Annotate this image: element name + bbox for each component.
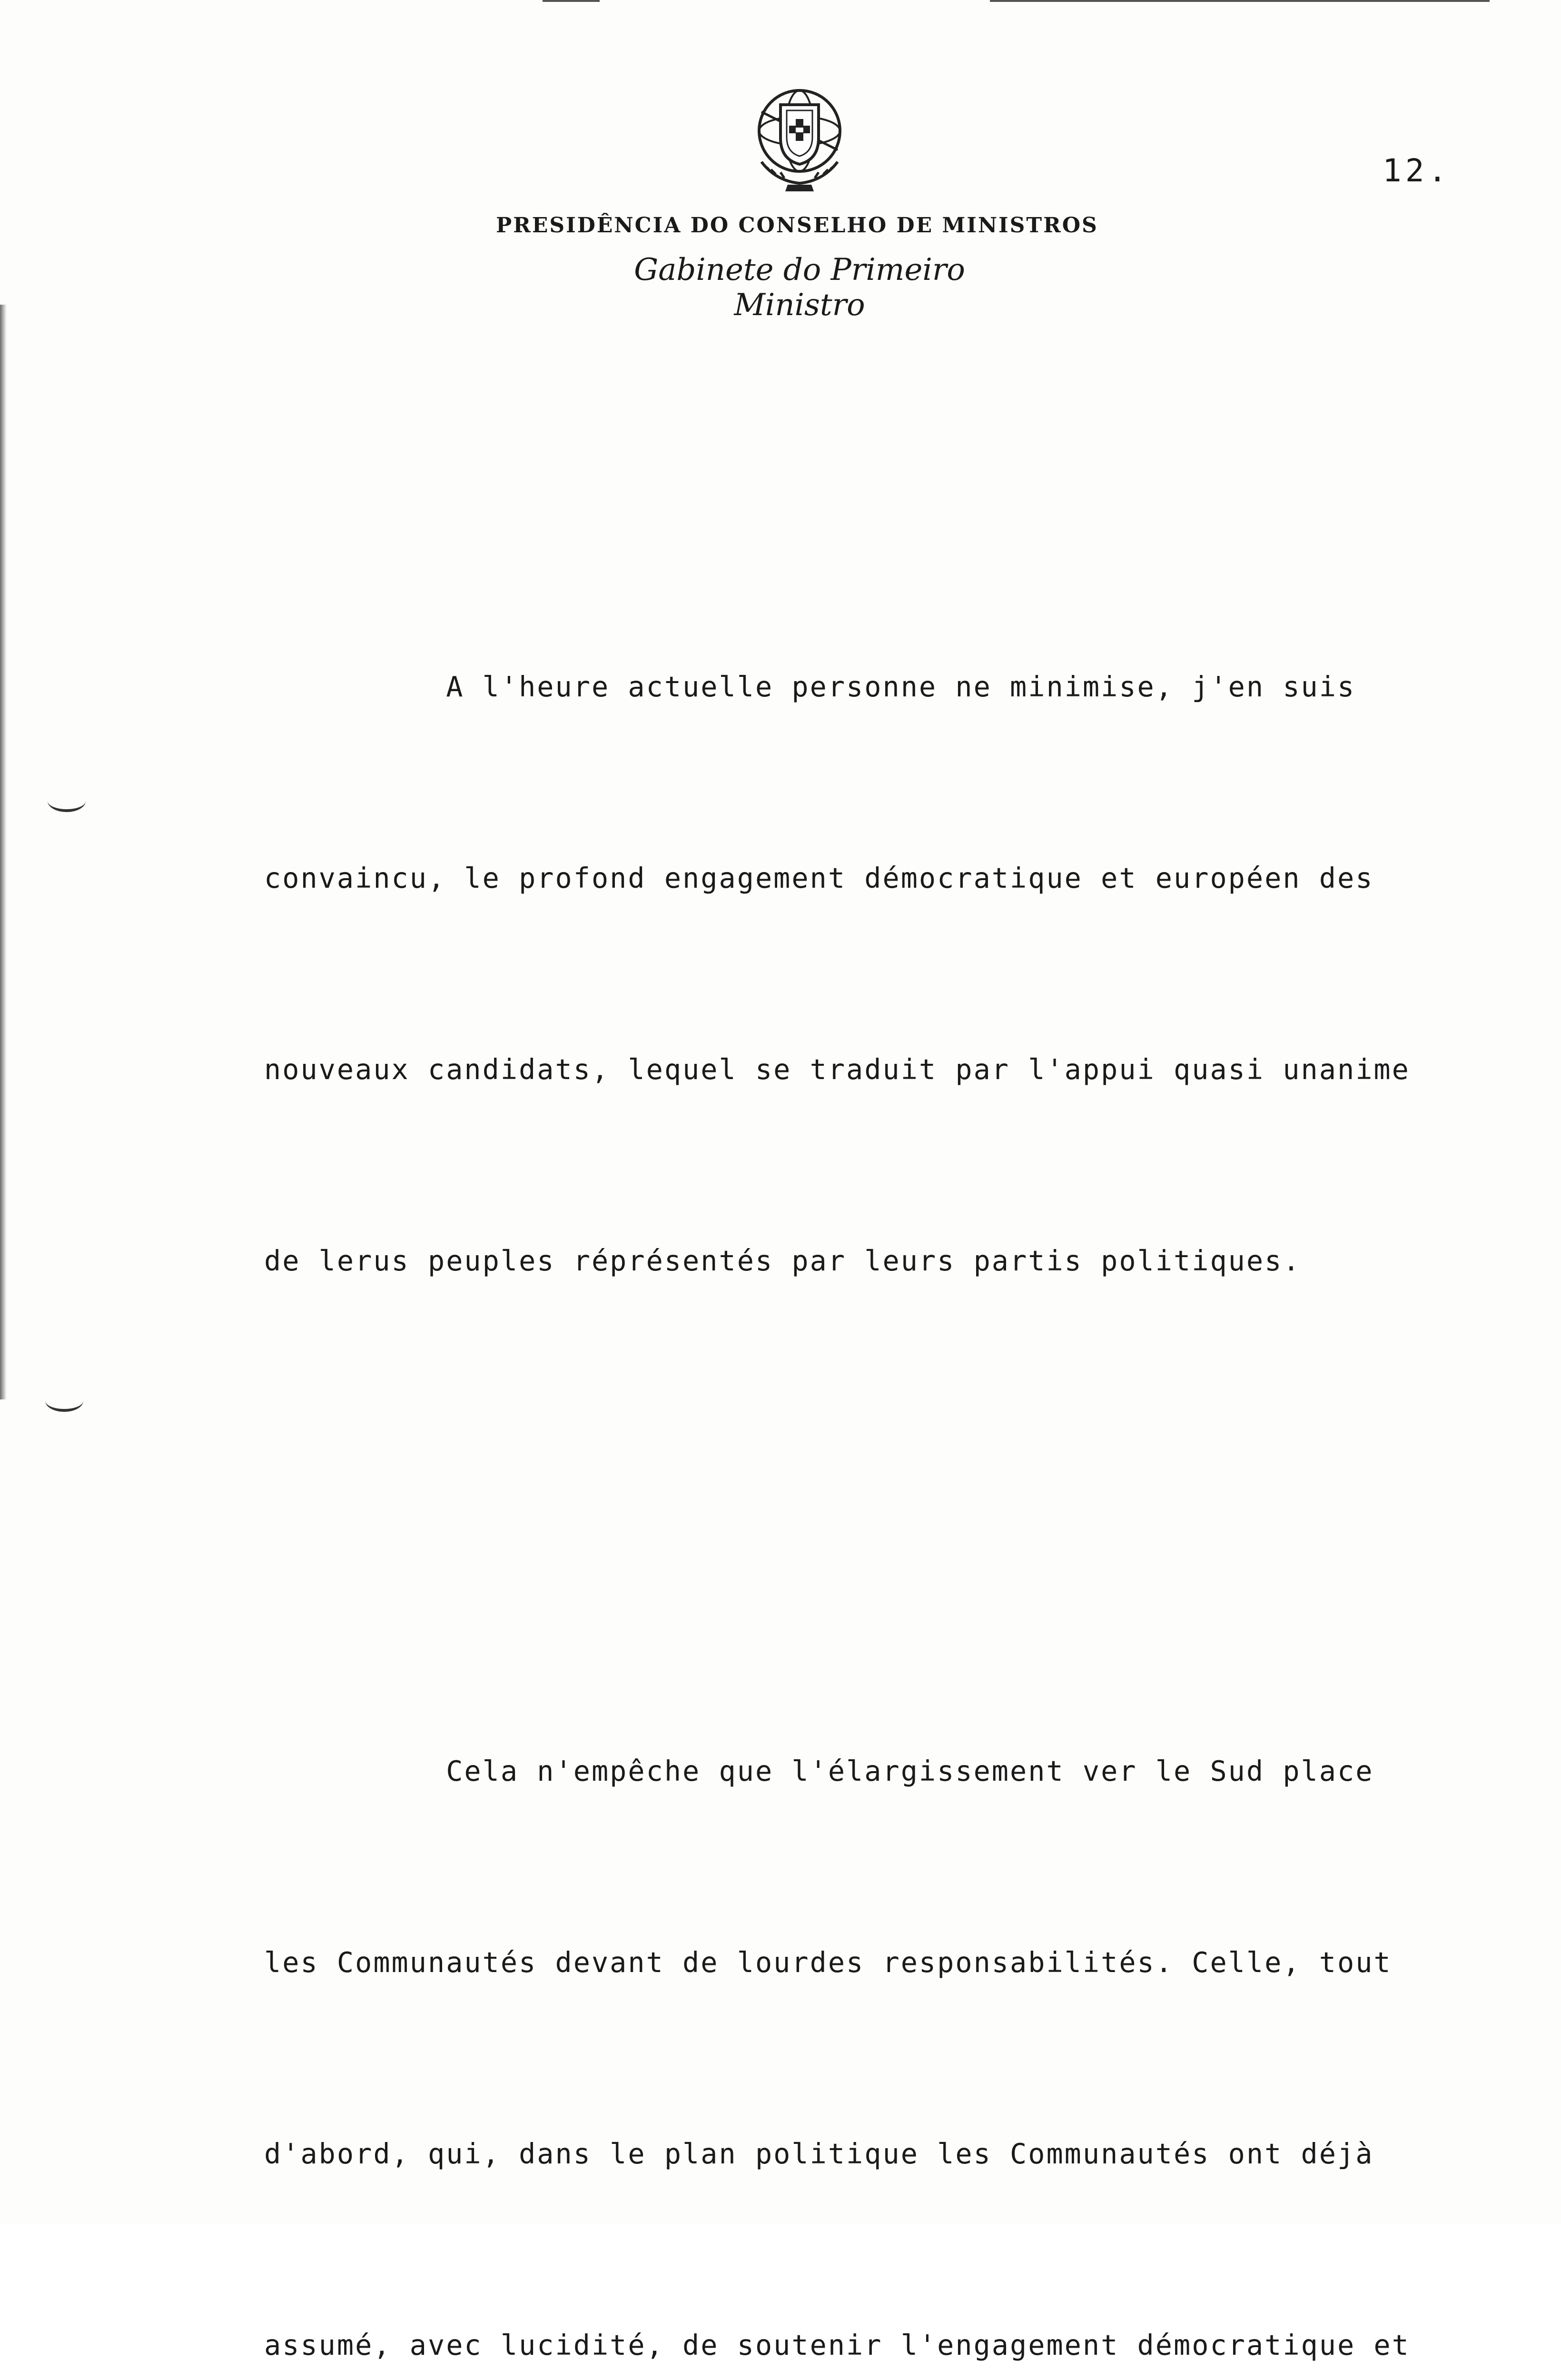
text-line: nouveaux candidats, lequel se traduit par l'appui quasi unanime xyxy=(264,1053,1410,1086)
office-subtitle: Gabinete do Primeiro Ministro xyxy=(634,252,965,323)
text-line: convaincu, le profond engagement démocratique et européen des xyxy=(264,862,1374,894)
margin-mark xyxy=(48,790,86,812)
text-line: assumé, avec lucidité, de soutenir l'engagement démocratique et xyxy=(264,2329,1410,2361)
text-line: d'abord, qui, dans le plan politique les Communautés ont déjà xyxy=(264,2138,1374,2170)
top-rule xyxy=(990,0,1490,2)
margin-mark xyxy=(45,1390,83,1412)
text-line: les Communautés devant de lourdes responsabilités. Celle, tout xyxy=(264,1946,1392,1979)
scan-edge-shadow xyxy=(0,305,7,1399)
text-line: A l'heure actuelle personne ne minimise, j'en suis xyxy=(264,671,1356,703)
institution-title: PRESIDÊNCIA DO CONSELHO DE MINISTROS xyxy=(496,213,1098,238)
portuguese-coat-of-arms-icon xyxy=(742,81,857,195)
text-line: Cela n'empêche que l'élargissement ver le Sud place xyxy=(264,1755,1374,1787)
paragraph xyxy=(264,527,1530,1420)
text-line: de lerus peuples réprésentés par leurs partis politiques. xyxy=(264,1245,1301,1277)
letter-body xyxy=(264,400,1530,2380)
top-rule xyxy=(543,0,600,2)
page-number: 12. xyxy=(1383,152,1451,189)
paragraph xyxy=(264,1612,1530,2380)
